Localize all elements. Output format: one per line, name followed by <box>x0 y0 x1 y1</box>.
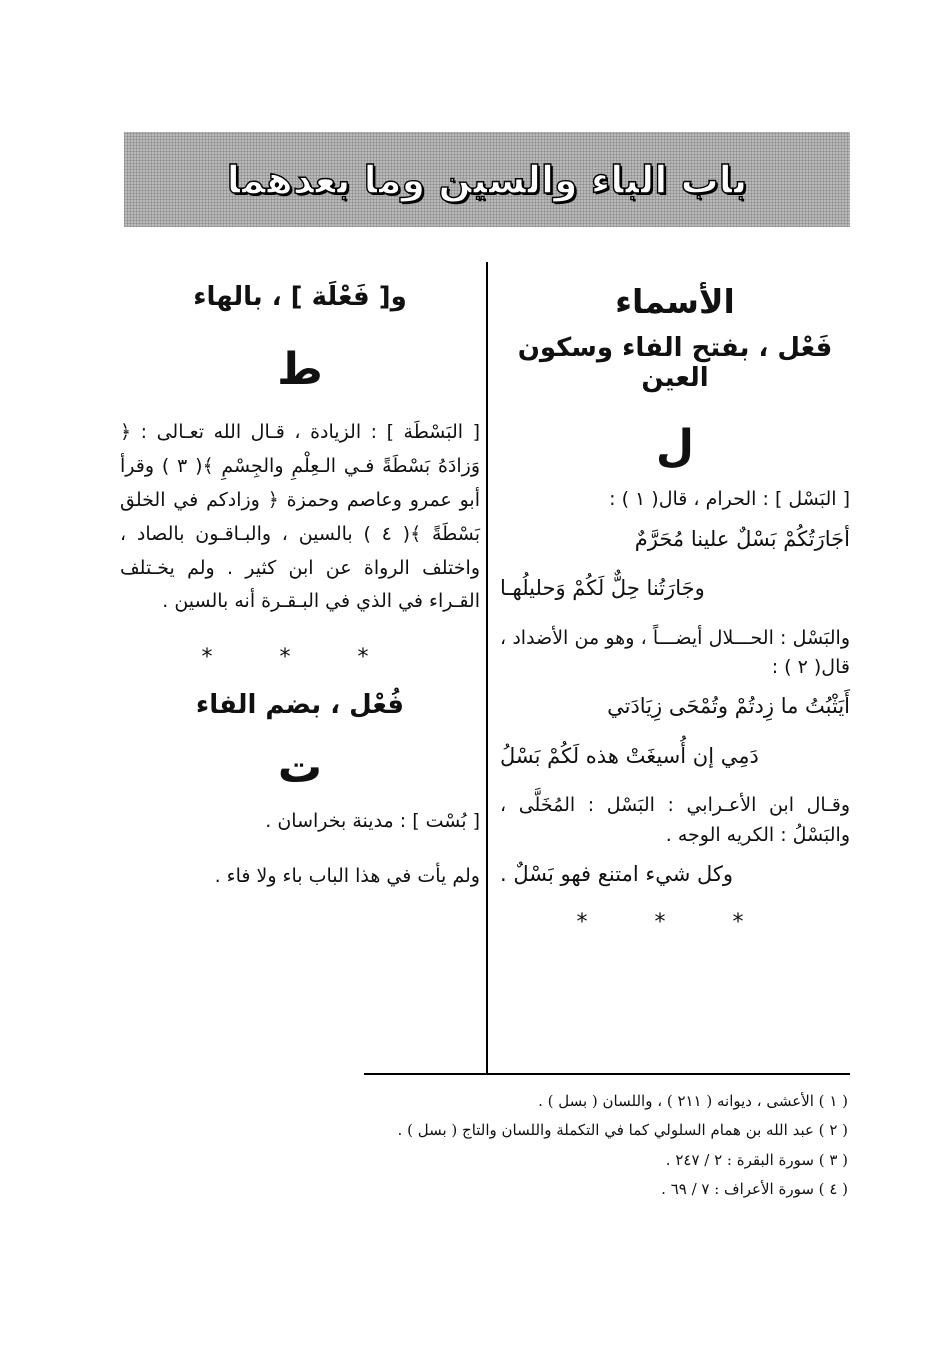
section-title: الأسماء <box>615 282 735 321</box>
chapter-title: باب الباء والسين وما بعدهما <box>226 157 748 202</box>
footnote: ( ٢ ) عبد الله بن همام السلولي كما في التكملة واللسان والتاج ( بسل ) . <box>397 1121 848 1140</box>
footnotes <box>380 1087 848 1204</box>
letter-heading: ت <box>277 742 323 794</box>
letter-heading: ط <box>277 344 323 395</box>
pattern-heading: فُعْل ، بضم الفاء <box>195 690 405 721</box>
section-separator: * * * <box>201 645 399 671</box>
entry-text: وكل شيء امتنع فهو بَسْلٌ . <box>500 862 734 887</box>
entry-text: ولم يأت في هذا الباب باء ولا فاء . <box>214 865 480 888</box>
column-divider <box>486 262 488 1074</box>
verse-line: أَيَثْبُتُ ما زِدتُمْ وتُمْحَى زِيَادَتي <box>607 694 850 719</box>
section-separator: * * * <box>576 909 774 935</box>
verse-line: وجَارَتُنا حِلٌّ لَكُمْ وَحليلُهـا <box>500 576 705 601</box>
verse-line: أجَارَتُكُمْ بَسْلٌ علينا مُحَرَّمٌ <box>634 526 850 551</box>
entry-text: [ البَسْطَة ] : الزيادة ، قـال الله تعـالى : ﴿ وَزادَهُ بَسْطَةً فـي الـعِلْمِ والجِسْمِ ﴾( ٣ ) وقرأ أبو عمرو وعاصم وحمزة ﴿ وزادكم في الخلق بَسْطَةً ﴾( ٤ ) بالسين ، والبـاقـون بالصاد ، واختلف الرواة عن ابن كثير . ولم يخـتلف القـراء في الذي في البـقـرة أنه بالسين . <box>120 421 480 613</box>
footnote-rule <box>364 1073 850 1075</box>
letter-heading: ل <box>655 421 695 472</box>
footnote: ( ١ ) الأعشى ، ديوانه ( ٢١١ ) ، واللسان ( بسل ) . <box>538 1092 848 1110</box>
chapter-banner <box>124 132 850 227</box>
right-column <box>500 282 850 955</box>
pattern-heading: فَعْل ، بفتح الفاء وسكون العين <box>517 333 833 393</box>
left-column <box>120 282 480 902</box>
pattern-heading: و[ فَعْلَة ] ، بالهاء <box>193 282 407 312</box>
entry-text: [ البَسْل ] : الحرام ، قال( ١ ) : <box>609 488 850 511</box>
entry-text: [ بُسْت ] : مدينة بخراسان . <box>265 809 480 832</box>
verse-line: دَمِي إن أُسيغَتْ هذه لَكُمْ بَسْلُ <box>500 743 759 768</box>
entry-text: وقـال ابن الأعـرابي : البَسْل : المُخَلَّى ، والبَسْلُ : الكريه الوجه . <box>500 794 850 846</box>
footnote: ( ٣ ) سورة البقرة : ٢ / ٢٤٧ . <box>665 1150 848 1169</box>
entry-text: والبَسْل : الحـــلال أيضـــاً ، وهو من الأضداد ، قال( ٢ ) : <box>500 626 850 679</box>
footnote: ( ٤ ) سورة الأعراف : ٧ / ٦٩ . <box>661 1179 848 1198</box>
